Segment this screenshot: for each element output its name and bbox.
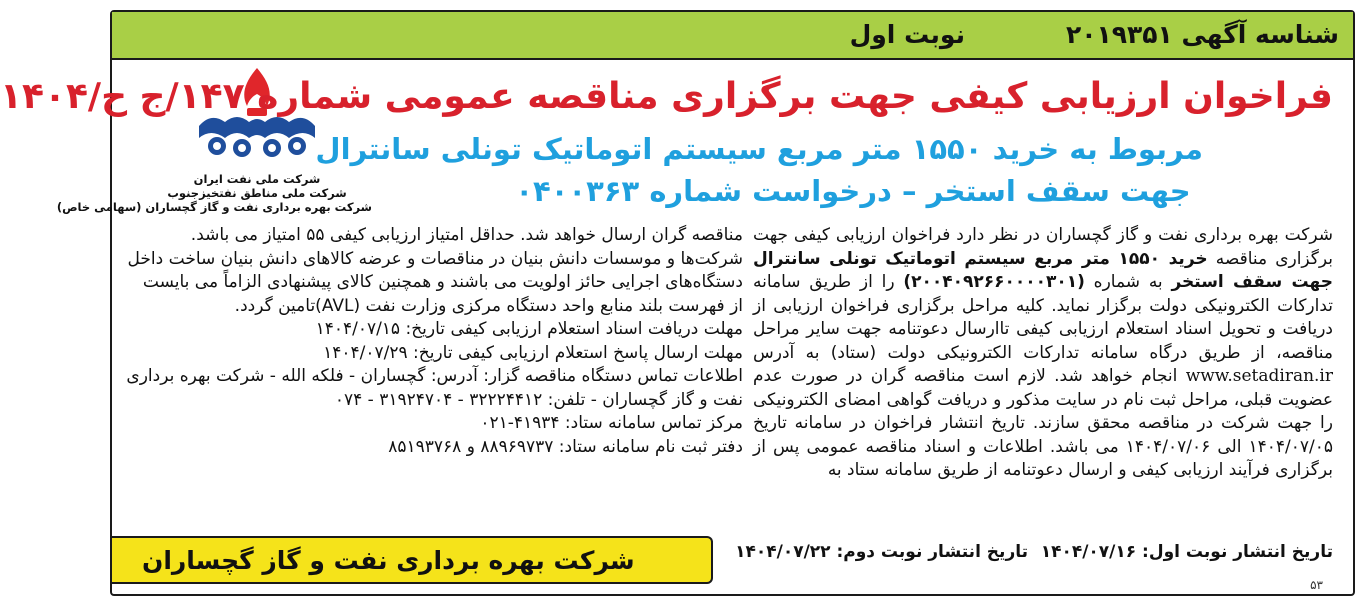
body-paragraph	[753, 224, 1333, 483]
first-publication-date: تاریخ انتشار نوبت اول: ۱۴۰۴/۰۷/۱۶	[1040, 542, 1333, 562]
body-line: دستگاه‌های اجرایی حائز اولویت می باشند و همچنین کالای پیشنهادی الزاماً می بایست	[142, 272, 743, 292]
second-publication-date: تاریخ انتشار نوبت دوم: ۱۴۰۴/۰۷/۲۲	[735, 542, 1028, 562]
page-number: ۵۳	[1310, 578, 1323, 592]
setad-registration-office: دفتر ثبت نام سامانه ستاد: ۸۸۹۶۹۷۳۷ و ۸۵۱۹۳۷۶۸	[388, 436, 743, 457]
footer-company-name: شرکت بهره برداری نفت و گاز گچساران	[142, 546, 635, 575]
footer-company-bar	[112, 536, 713, 584]
subtitle-line2: جهت سقف استخر – درخواست شماره ۰۴۰۰۳۶۳	[515, 174, 1191, 208]
deadline-response: مهلت ارسال پاسخ استعلام ارزیابی کیفی تاریخ: ۱۴۰۴/۰۷/۲۹	[323, 342, 743, 363]
announcement-frame	[0, 10, 1355, 596]
body-text: به شماره	[1084, 272, 1172, 292]
body-left-column	[126, 224, 743, 459]
turn-label: نوبت اول	[849, 20, 965, 49]
body-line: مناقصه گران ارسال خواهد شد. حداقل امتیاز ارزیابی کیفی ۵۵ امتیاز می باشد.	[190, 225, 743, 245]
body-text: انجام خواهد شد. لازم است مناقصه گران در صورت عدم عضویت قبلی، مراحل ثبت نام در سایت مذکور و دریافت گواهی امضای الکترونیکی را جهت شرکت در مناقصه محقق سازند. تاریخ انتشار فراخوان در سامانه تاریخ ۱۴۰۴/۰۷/۰۵ الی ۱۴۰۴/۰۷/۰۶ می باشد. اطلاعات و اسناد مناقصه عمومی پس از برگزاری فرآیند ارزیابی کیفی و ارسال دعوتنامه از طریق سامانه ستاد به	[753, 366, 1333, 480]
company-name-line2: شرکت ملی مناطق نفتخیزجنوب	[167, 186, 347, 200]
body-right-column	[753, 224, 1333, 483]
body-text: را از طریق سامانه تدارکات الکترونیکی دولت برگزار نماید. کلیه مراحل برگزاری فراخوان ارزیابی از دریافت و تحویل اسناد استعلام ارزیابی کیفی تاارسال دعوتنامه جهت سایر مراحل مناقصه، از طریق درگاه سامانه تدارکات الکترونیکی دولت (ستاد) به آدرس	[753, 272, 1333, 363]
tender-subject: خرید ۱۵۵۰ متر مربع سیستم اتوماتیک تونلی سانترال جهت سقف استخر	[753, 248, 1333, 292]
setad-contact-center: مرکز تماس سامانه ستاد: ۴۱۹۳۴-۰۲۱	[480, 413, 743, 433]
company-name-line3: شرکت بهره برداری نفت و گاز گچساران (سهامی خاص)	[56, 200, 372, 214]
company-name-line1: شرکت ملی نفت ایران	[193, 172, 321, 186]
announcement-id: شناسه آگهی ۲۰۱۹۳۵۱	[1065, 20, 1339, 49]
deadline-receive: مهلت دریافت اسناد استعلام ارزیابی کیفی تاریخ: ۱۴۰۴/۰۷/۱۵	[315, 319, 743, 339]
body-line: شرکت‌ها و موسسات دانش بنیان در مناقصات و عرضه کالاهای دانش بنیان ساخت داخل	[127, 248, 743, 269]
contact-address: اطلاعات تماس دستگاه مناقصه گزار: آدرس: گچساران - فلکه الله - شرکت بهره برداری	[126, 366, 743, 386]
subtitle-line1: مربوط به خرید ۱۵۵۰ متر مربع سیستم اتوماتیک تونلی سانترال	[315, 132, 1203, 166]
body-line: از فهرست بلند منابع واحد دستگاه مرکزی وزارت نفت (AVL)تامین گردد.	[234, 295, 743, 316]
main-title: فراخوان ارزیابی کیفی جهت برگزاری مناقصه عمومی شماره ۱۴۷/ج ح/۱۴۰۴	[0, 76, 1333, 117]
body-text: شرکت بهره برداری نفت و گاز گچساران در نظر دارد فراخوان ارزیابی کیفی جهت برگزاری مناقصه	[753, 225, 1334, 269]
tender-number: (۲۰۰۴۰۹۲۶۶۰۰۰۰۳۰۱)	[903, 272, 1085, 292]
contact-phone: نفت و گاز گچساران - تلفن: ۳۲۲۲۴۴۱۲ - ۳۱۹۲۴۷۰۴ - ۰۷۴	[334, 389, 743, 410]
setad-website-link[interactable]: www.setadiran.ir	[1185, 366, 1333, 386]
header-bar	[112, 12, 1353, 60]
